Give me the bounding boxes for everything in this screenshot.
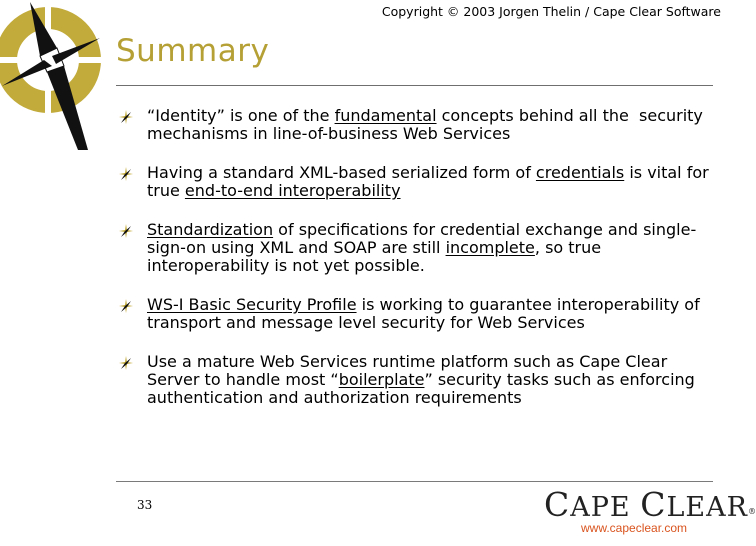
footer-divider: [116, 481, 713, 482]
bullet-item: [118, 353, 718, 407]
bullet-text: is vital for true: [147, 163, 709, 200]
bullet-text: ” security tasks such as enforcing authentication and authorization requirements: [147, 370, 695, 407]
bullet-text: is working to guarantee interoperability of transport and message level security for Web Services: [147, 295, 700, 332]
bullet-text: Having a standard XML-based serialized form of: [147, 163, 536, 182]
bullet-text: “Identity” is one of the: [147, 106, 335, 125]
brand-url: www.capeclear.com: [581, 521, 688, 535]
copyright-notice: Copyright © 2003 Jorgen Thelin / Cape Clear Software: [381, 4, 721, 19]
slide-title: Summary: [116, 33, 270, 69]
brand-logo: [544, 485, 756, 535]
underlined-term: WS-I Basic Security Profile: [147, 295, 357, 314]
compass-star-bullet-icon: [118, 223, 134, 239]
compass-star-bullet-icon: [118, 166, 134, 182]
brand-name: CAPE CLEAR®: [544, 485, 756, 524]
title-divider: [116, 85, 713, 86]
compass-star-bullet-icon: [118, 355, 134, 371]
underlined-term: incomplete: [445, 238, 535, 257]
bullet-item: [118, 296, 718, 332]
bullet-text: Use a mature Web Services runtime platform such as Cape Clear Server to handle most “: [147, 352, 668, 389]
underlined-term: end-to-end interoperability: [184, 181, 401, 200]
compass-star-bullet-icon: [118, 298, 134, 314]
underlined-term: fundamental: [334, 106, 437, 125]
bullet-list: [118, 107, 718, 428]
underlined-term: boilerplate: [338, 370, 425, 389]
bullet-text: , so true interoperability is not yet possible.: [147, 238, 602, 275]
bullet-text: of specifications for credential exchange and single-sign-on using XML and SOAP are still: [147, 220, 697, 257]
bullet-item: [118, 164, 718, 200]
bullet-item: [118, 107, 718, 143]
compass-logo-icon: [0, 0, 112, 160]
page-number: 33: [137, 498, 153, 512]
bullet-text: concepts behind all the security mechanisms in line-of-business Web Services: [147, 106, 703, 143]
bullet-item: [118, 221, 718, 275]
underlined-term: credentials: [535, 163, 625, 182]
compass-star-bullet-icon: [118, 109, 134, 125]
underlined-term: Standardization: [147, 220, 274, 239]
